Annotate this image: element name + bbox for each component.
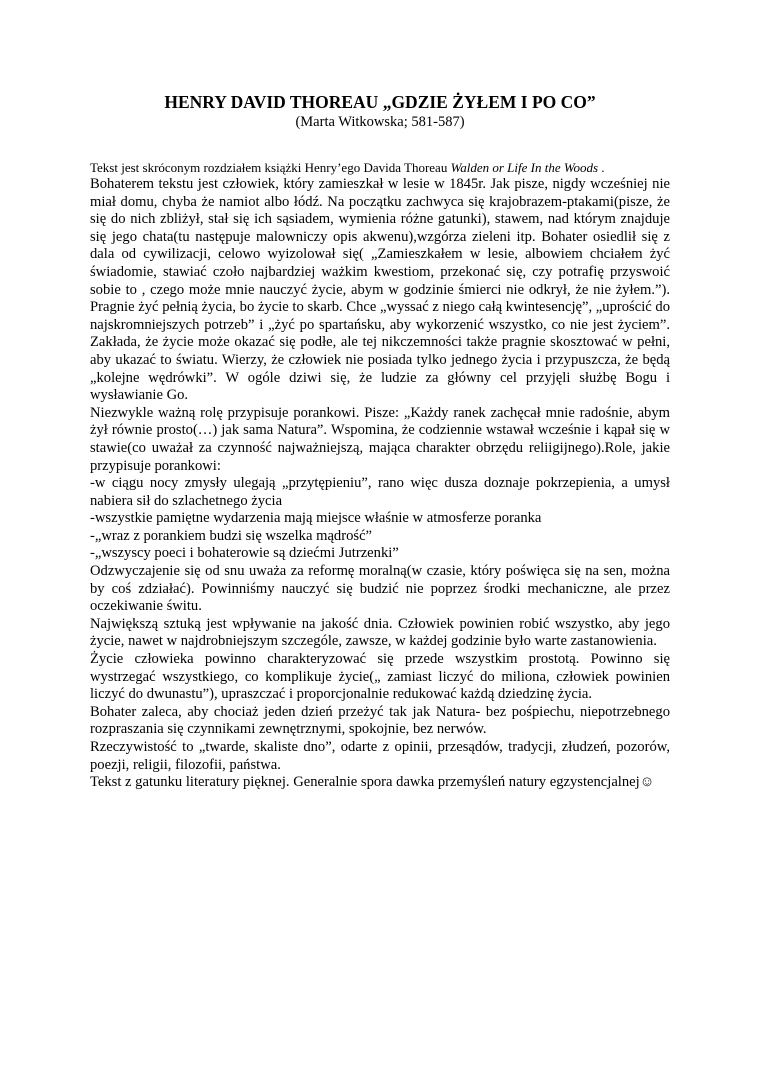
- paragraph-7: Rzeczywistość to „twarde, skaliste dno”, odarte z opinii, przesądów, tradycji, złudzeń, pozorów, poezji, religii, filozofii, państwa.: [90, 739, 670, 773]
- paragraph-1: Bohaterem tekstu jest człowiek, który zamieszkał w lesie w 1845r. Jak pisze, nigdy wcześniej nie miał domu, chyba że namiot albo łódź. Na początku zachwyca się krajobrazem-ptakami(pisze, że się do nich zbliżył, stał się ich sąsiadem, wymienia różne gatunki), stawem, nad którym znajduje się jego chata(tu następuje malowniczy opis akwenu),wzgórza zieleni itp. Bohater osiedlił się z dala od cywilizacji, celowo wyizolował się( „Zamieszkałem w lesie, albowiem chciałem żyć świadomie, stawiać czoło najbardziej ważkim kwestiom, przekonać się, czy potrafię przyswoić sobie to , czego może mnie nauczyć życie, abym w godzinie śmierci nie odkrył, że nie żyłem.”). Pragnie żyć pełnią życia, bo życie to skarb. Chce „wyssać z niego całą kwintesencję”, „uprościć do najskromniejszych potrzeb” i „żyć po spartańsku, aby wykorzenić wszystko, co nie jest życiem”. Zakłada, że życie może okazać się podłe, ale tej nikczemności także pragnie skosztować w pełni, aby ukazać to światu. Wierzy, że człowiek nie posiada tylko jednego życia i przypuszcza, że będą „kolejne wędrówki”. W ogóle dziwi się, że ludzie za główny cel przyjęli służbę Bogu i wysławianie Go.: [90, 176, 670, 404]
- list-item-4: -„wszyscy poeci i bohaterowie są dziećmi Jutrzenki”: [90, 545, 399, 562]
- paragraph-2: Niezwykle ważną rolę przypisuje porankowi. Pisze: „Każdy ranek zachęcał mnie radośnie, abym żył równie prosto(…) jak sama Natura”. Wspomina, że codziennie wstawał wcześnie i kąpał się w stawie(co uważał za czynność najważniejszą, mająca charakter obrzędu reliigijnego).Role, jakie przypisuje porankowi:: [90, 404, 670, 474]
- intro-text: Tekst jest skróconym rozdziałem książki Henry’ego Davida Thoreau: [90, 160, 451, 175]
- book-title: Walden or Life In the Woods: [450, 160, 599, 175]
- list-item-2: -wszystkie pamiętne wydarzenia mają miejsce właśnie w atmosferze poranka: [90, 510, 542, 527]
- document-page: [90, 92, 670, 792]
- intro-end: .: [598, 160, 605, 175]
- paragraph-3: Odzwyczajenie się od snu uważa za reformę moralną(w czasie, który poświęca się na sen, można by coś zdziałać). Powinniśmy nauczyć się budzić nie poprzez środki mechaniczne, ale przez oczekiwanie świtu.: [90, 563, 670, 615]
- document-title: HENRY DAVID THOREAU „GDZIE ŻYŁEM I PO CO”: [164, 92, 596, 112]
- paragraph-6: Bohater zaleca, aby chociaż jeden dzień przeżyć tak jak Natura- bez pośpiechu, niepotrzebnego rozpraszania się czynnikami zewnętrznymi, spokojnie, bez nerwów.: [90, 703, 670, 738]
- document-body: [90, 176, 670, 792]
- paragraph-5: Życie człowieka powinno charakteryzować się przede wszystkim prostotą. Powinno się wystrzegać wszystkiego, co komplikuje życie(„ zamiast liczyć do miliona, człowiek powinien liczyć do dwunastu”), upraszczać i proporcjonalnie redukować każdą dziedzinę życia.: [90, 651, 670, 703]
- document-subtitle: (Marta Witkowska; 581-587): [295, 114, 465, 130]
- paragraph-4: Największą sztuką jest wpływanie na jakość dnia. Człowiek powinien robić wszystko, aby jego życie, nawet w najdrobniejszym szczególe, zawsze, w każdej godzinie było warte zastanowienia.: [90, 615, 670, 650]
- intro-line: [90, 159, 670, 176]
- list-item-3: -„wraz z porankiem budzi się wszelka mądrość”: [90, 527, 373, 544]
- paragraph-8: Tekst z gatunku literatury pięknej. Generalnie spora dawka przemyśleń natury egzystencjalnej☺: [90, 774, 655, 791]
- list-item-1: -w ciągu nocy zmysły ulegają „przytępieniu”, rano więc dusza doznaje pokrzepienia, a umysł nabiera sił do szlachetnego życia: [90, 475, 670, 509]
